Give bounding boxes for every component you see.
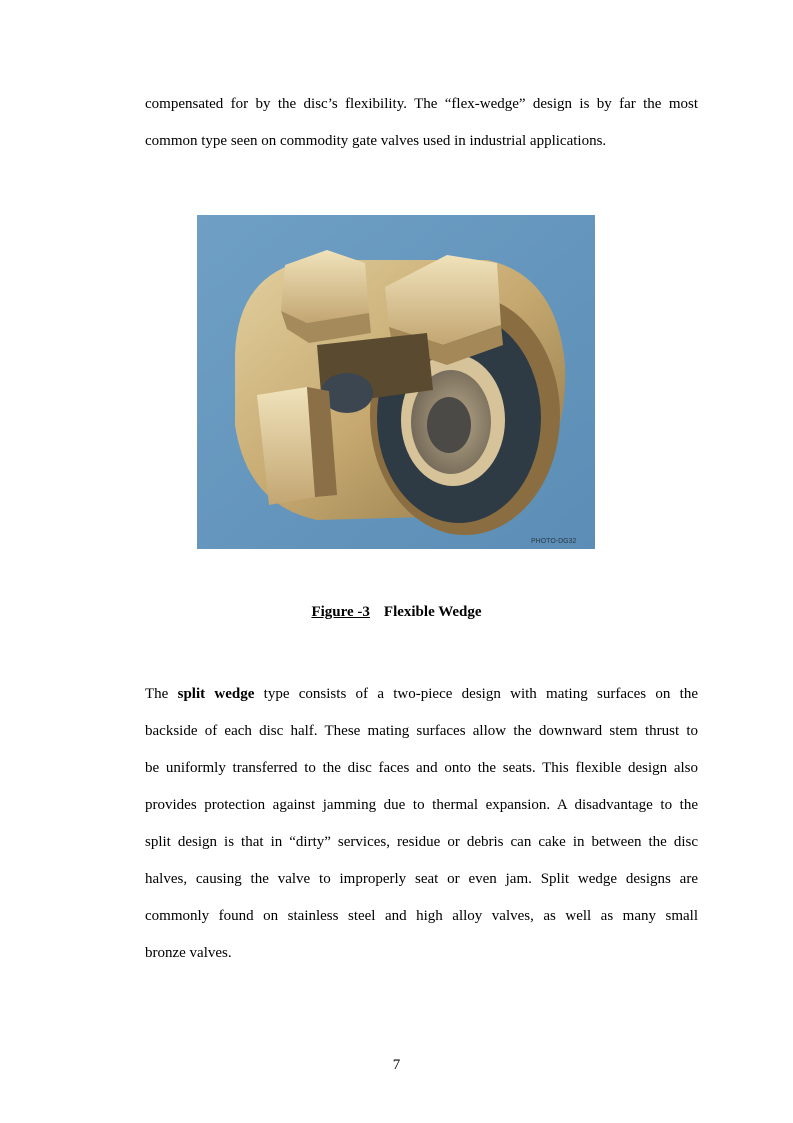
split-line-4: provides protection against jamming due to thermal expansion. A disadvantage to the [145,797,698,813]
split-line-7: commonly found on stainless steel and high alloy valves, as well as many small [145,908,698,924]
split-line-5: split design is that in “dirty” services, residue or debris can cake in between the disc [145,834,698,850]
figure-label: Figure -3 [311,604,370,620]
intro-line-2: common type seen on commodity gate valves used in industrial applications. [145,133,607,149]
intro-line-1: compensated for by the disc’s flexibility. The “flex-wedge” design is by far the most [145,96,698,112]
figure-caption [0,604,793,621]
page-number: 7 [392,1057,401,1073]
flexible-wedge-photo [197,215,595,549]
split-line-3: be uniformly transferred to the disc faces and onto the seats. This flexible design also [145,760,698,776]
split-line-2: backside of each disc half. These mating surfaces allow the downward stem thrust to [145,723,698,739]
split-wedge-term: split wedge [177,686,255,702]
photo-watermark: PHOTO-DG32 [531,538,577,545]
split-line-1-rest: type consists of a two-piece design with mating surfaces on the [263,686,699,702]
split-line-6: halves, causing the valve to improperly seat or even jam. Split wedge designs are [145,871,698,887]
split-line-1 [145,686,698,703]
figure-title: Flexible Wedge [383,604,482,620]
split-line-8: bronze valves. [145,945,232,961]
split-lead: The [145,686,169,702]
